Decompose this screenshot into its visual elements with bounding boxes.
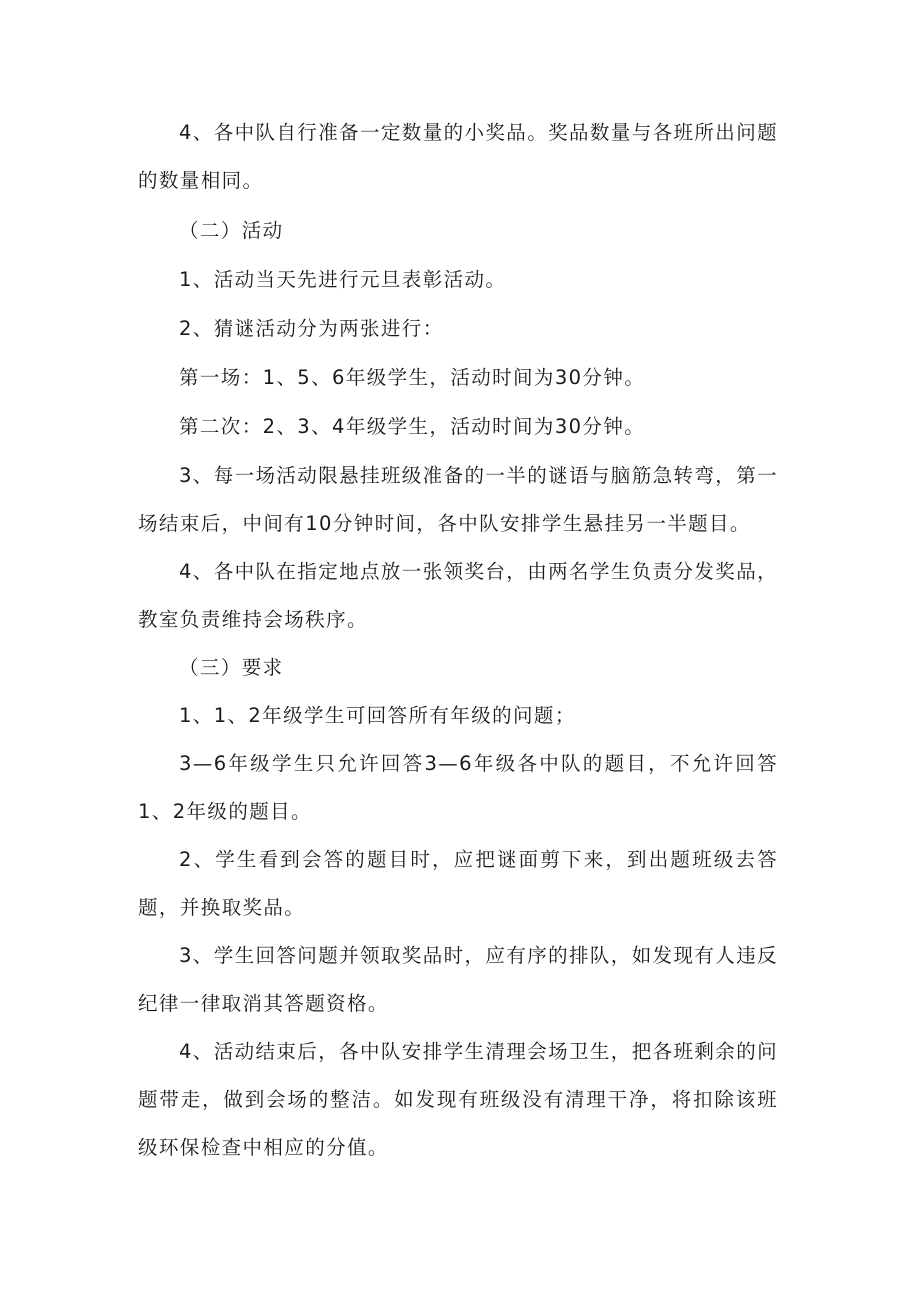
section-heading-activity: （二）活动 — [179, 219, 284, 242]
paragraph-session-one: 第一场：1、5、6年级学生，活动时间为30分钟。 — [179, 366, 646, 389]
paragraph-activity-3: 3、每一场活动限悬挂班级准备的一半的谜语与脑筋急转弯，第一场结束后，中间有10分钟时间，各中队安排学生悬挂另一半题目。 — [138, 464, 779, 535]
paragraph-activity-2: 2、猜谜活动分为两张进行： — [179, 317, 444, 340]
paragraph-requirement-3: 3、学生回答问题并领取奖品时，应有序的排队，如发现有人违反纪律一律取消其答题资格。 — [138, 944, 779, 1015]
paragraph-requirement-2: 2、学生看到会答的题目时，应把谜面剪下来，到出题班级去答题，并换取奖品。 — [138, 848, 778, 919]
paragraph-prize-preparation: 4、各中队自行准备一定数量的小奖品。奖品数量与各班所出问题的数量相同。 — [138, 121, 779, 192]
paragraph-requirement-4: 4、活动结束后，各中队安排学生清理会场卫生，把各班剩余的问题带走，做到会场的整洁。如发现有班级没有清理干净，将扣除该班级环保检查中相应的分值。 — [138, 1040, 779, 1159]
section-heading-requirements: （三）要求 — [179, 656, 284, 679]
paragraph-requirement-grades: 3—6年级学生只允许回答3—6年级各中队的题目，不允许回答1、2年级的题目。 — [138, 752, 778, 823]
paragraph-activity-4: 4、各中队在指定地点放一张领奖台，由两名学生负责分发奖品，教室负责维持会场秩序。 — [138, 560, 779, 631]
paragraph-requirement-1: 1、1、2年级学生可回答所有年级的问题； — [179, 704, 576, 727]
paragraph-activity-1: 1、活动当天先进行元旦表彰活动。 — [179, 268, 507, 291]
paragraph-session-two: 第二次：2、3、4年级学生，活动时间为30分钟。 — [179, 415, 646, 438]
